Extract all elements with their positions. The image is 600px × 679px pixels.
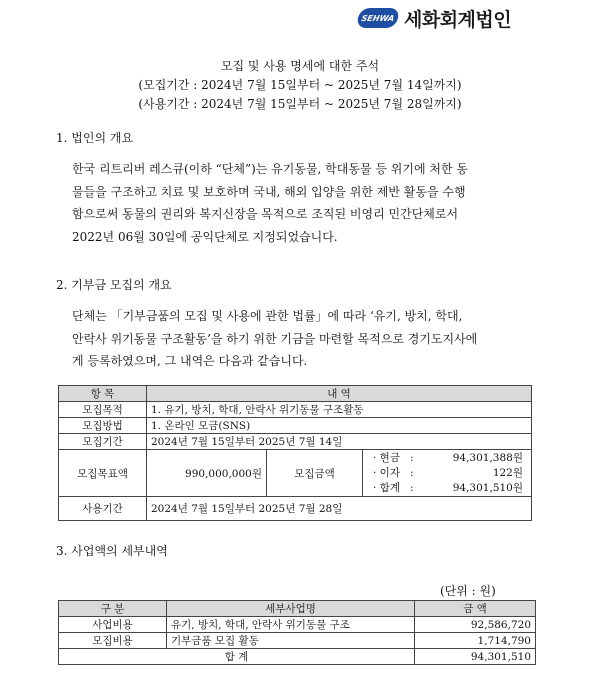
amount-row-interest bbox=[371, 466, 525, 481]
use-value: 2024년 7월 15일부터 2025년 7월 28일 bbox=[147, 497, 532, 521]
amount-label: 모집금액 bbox=[267, 450, 363, 497]
method-value: 1. 온라인 모금(SNS) bbox=[147, 418, 532, 434]
para-line: 한국 리트리버 레스큐(이하 “단체”)는 유기동물, 학대동물 등 위기에 처한 동 bbox=[72, 162, 468, 176]
purpose-label: 모집목적 bbox=[59, 402, 147, 418]
total-label: 합 계 bbox=[59, 649, 415, 665]
section2-paragraph bbox=[72, 305, 530, 373]
amount-row-cash bbox=[371, 451, 525, 466]
amount-row-label: · 현금 bbox=[373, 452, 400, 464]
collect-period: (모집기간 : 2024년 7월 15일부터 ~ 2025년 7월 14일까지) bbox=[138, 78, 462, 92]
row-amount: 1,714,790 bbox=[415, 633, 536, 649]
section2-heading: 2. 기부금 모집의 개요 bbox=[56, 278, 172, 292]
amount-row-value: 94,301,388원 bbox=[452, 452, 523, 464]
section1-heading: 1. 법인의 개요 bbox=[56, 131, 134, 145]
amount-row-label: · 합계 bbox=[373, 482, 400, 494]
para-line: 안락사 위기동물 구조활동’을 하기 위한 기금을 마련할 목적으로 경기도지사에 bbox=[72, 331, 478, 346]
para-line: 2022년 06월 30일에 공익단체로 지정되었습니다. bbox=[72, 229, 338, 244]
amount-row-sep: : bbox=[409, 467, 414, 479]
doc-title: 모집 및 사용 명세에 대한 주석 bbox=[220, 59, 380, 73]
header-category: 구 분 bbox=[59, 601, 167, 617]
header-item: 항 목 bbox=[59, 386, 147, 402]
use-period: (사용기간 : 2024년 7월 15일부터 ~ 2025년 7월 28일까지) bbox=[138, 97, 462, 111]
unit-label: (단위 : 원) bbox=[440, 584, 496, 598]
total-amount: 94,301,510 bbox=[415, 649, 536, 665]
table-row bbox=[59, 633, 536, 649]
amount-row-sep: : bbox=[409, 482, 414, 494]
row-project: 유기, 방치, 학대, 안락사 위기동물 구조 bbox=[167, 617, 415, 633]
section3-heading: 3. 사업액의 세부내역 bbox=[56, 544, 168, 558]
amount-breakdown bbox=[363, 450, 532, 497]
para-line: 단체는 「기부금품의 모집 및 사용에 관한 법률」에 따라 ‘유기, 방치, 학대, bbox=[72, 309, 463, 323]
period-label: 모집기간 bbox=[59, 434, 147, 450]
purpose-value: 1. 유기, 방치, 학대, 안락사 위기동물 구조활동 bbox=[147, 402, 532, 418]
header-amount: 금 액 bbox=[415, 601, 536, 617]
header-detail: 내 역 bbox=[147, 386, 532, 402]
row-category: 모집비용 bbox=[59, 633, 167, 649]
row-project: 기부금품 모집 활동 bbox=[167, 633, 415, 649]
amount-row-value: 122원 bbox=[492, 467, 523, 479]
target-label: 모집목표액 bbox=[59, 450, 147, 497]
row-category: 사업비용 bbox=[59, 617, 167, 633]
amount-row-value: 94,301,510원 bbox=[452, 482, 523, 494]
logo-name: 세화회계법인 bbox=[404, 8, 512, 31]
period-value: 2024년 7월 15일부터 2025년 7월 14일 bbox=[147, 434, 532, 450]
use-label: 사용기간 bbox=[59, 497, 147, 521]
company-logo bbox=[358, 6, 511, 30]
row-amount: 92,586,720 bbox=[415, 617, 536, 633]
amount-row-sep: : bbox=[409, 452, 414, 464]
para-line: 물들을 구조하고 치료 및 보호하며 국내, 해외 입양을 위한 제반 활동을 수행 bbox=[72, 184, 466, 199]
method-label: 모집방법 bbox=[59, 418, 147, 434]
target-value: 990,000,000원 bbox=[147, 450, 267, 497]
para-line: 함으로써 동물의 권리와 복지신장을 목적으로 조직된 비영리 민간단체로서 bbox=[72, 207, 459, 221]
table-row bbox=[59, 617, 536, 633]
logo-badge: SEHWA bbox=[356, 8, 400, 28]
fundraising-table bbox=[58, 385, 532, 521]
amount-row-total bbox=[371, 481, 525, 496]
expense-table bbox=[58, 600, 536, 665]
para-line: 게 등록하였으며, 그 내역은 다음과 같습니다. bbox=[72, 354, 308, 368]
header-project: 세부사업명 bbox=[167, 601, 415, 617]
section1-paragraph bbox=[72, 158, 530, 248]
amount-row-label: · 이자 bbox=[373, 467, 400, 479]
